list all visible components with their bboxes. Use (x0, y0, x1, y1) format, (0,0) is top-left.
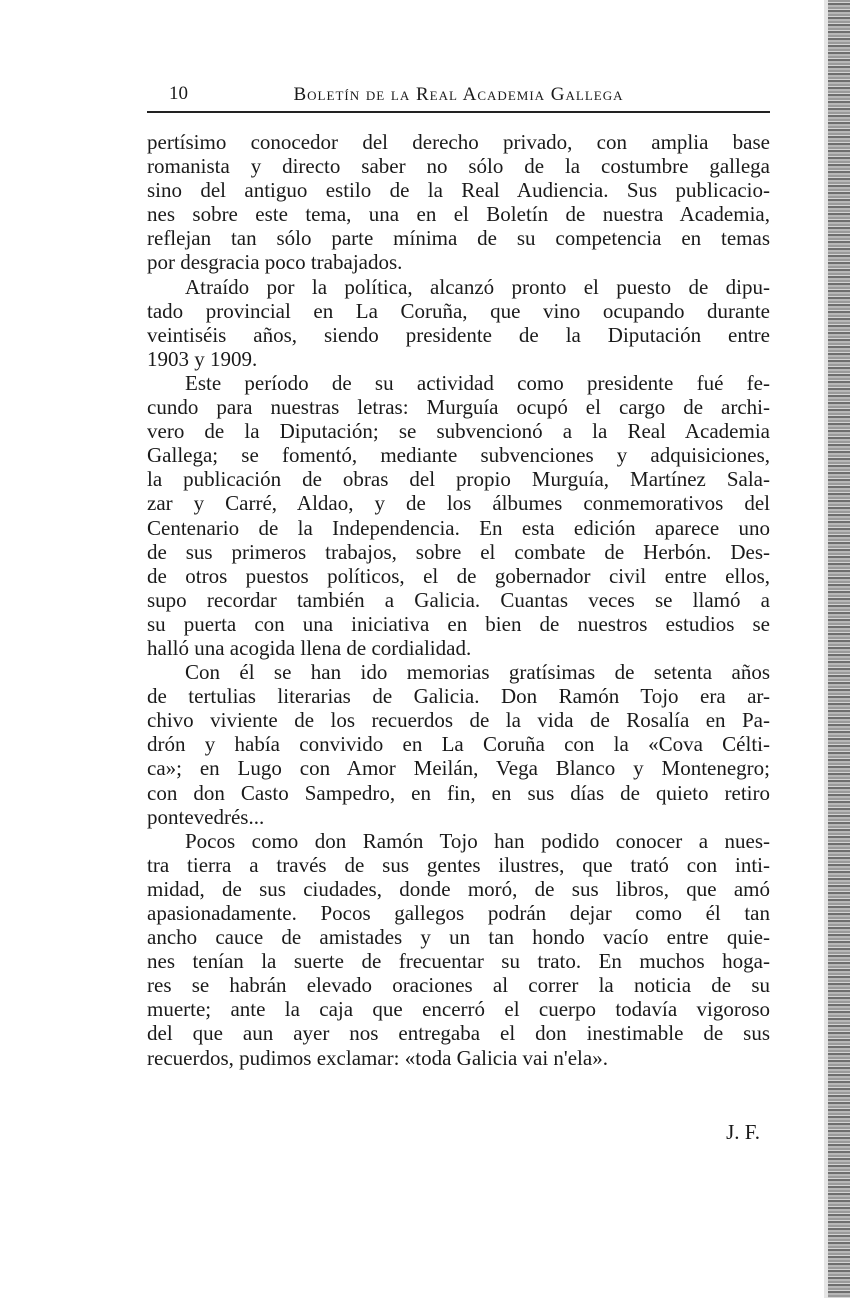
text-line: pontevedrés... (147, 804, 265, 829)
text-line: 1903 y 1909. (147, 346, 258, 371)
text-line: vero de la Diputación; se subvencionó a la Real Academia (147, 419, 770, 444)
text-line: ca»; en Lugo con Amor Meilán, Vega Blanco y Montenegro; (147, 756, 770, 781)
text-line: pertísimo conocedor del derecho privado, con amplia base (147, 130, 770, 154)
paragraph (147, 829, 770, 1070)
text-line: Con él se han ido memorias gratísimas de setenta años (185, 660, 770, 685)
text-line: sino del antiguo estilo de la Real Audiencia. Sus publicacio- (147, 178, 770, 203)
text-line: tado provincial en La Coruña, que vino ocupando durante (147, 298, 770, 323)
scan-edge (828, 0, 850, 1298)
signature: J. F. (726, 1120, 760, 1144)
text-line: apasionadamente. Pocos gallegos podrán dejar como él tan (147, 901, 770, 925)
text-line: tra tierra a través de sus gentes ilustres, que trató con inti- (147, 852, 770, 877)
paragraph (147, 130, 770, 275)
text-line: veintiséis años, siendo presidente de la Diputación entre (147, 322, 770, 347)
text-line: de sus primeros trabajos, sobre el combate de Herbón. Des- (147, 539, 770, 564)
text-line: nes tenían la suerte de frecuentar su trato. En muchos hoga- (147, 949, 770, 974)
text-line: de tertulias literarias de Galicia. Don Ramón Tojo era ar- (147, 684, 770, 709)
text-line: zar y Carré, Aldao, y de los álbumes conmemorativos del (147, 491, 770, 516)
text-line: la publicación de obras del propio Murguía, Martínez Sala- (147, 467, 770, 492)
running-title: Boletín de la Real Academia Gallega (293, 84, 624, 105)
text-line: Este período de su actividad como presidente fué fe- (185, 370, 770, 395)
text-line: Centenario de la Independencia. En esta edición aparece uno (147, 515, 770, 540)
text-line: ancho cauce de amistades y un tan hondo vacío entre quie- (147, 925, 770, 950)
page-number: 10 (169, 83, 188, 104)
text-line: drón y había convivido en La Coruña con la «Cova Célti- (147, 732, 770, 757)
text-line: Gallega; se fomentó, mediante subvenciones y adquisiciones, (147, 443, 770, 468)
text-line: de otros puestos políticos, el de gobernador civil entre ellos, (147, 563, 770, 588)
text-line: romanista y directo saber no sólo de la costumbre gallega (147, 154, 770, 179)
text-line: cundo para nuestras letras: Murguía ocupó el cargo de archi- (147, 395, 770, 420)
article-body (147, 130, 770, 1070)
text-line: supo recordar también a Galicia. Cuantas veces se llamó a (147, 587, 770, 612)
text-line: con don Casto Sampedro, en fin, en sus días de quieto retiro (147, 780, 770, 805)
text-line: midad, de sus ciudades, donde moró, de sus libros, que amó (147, 876, 770, 901)
text-line: su puerta con una iniciativa en bien de nuestros estudios se (147, 611, 770, 636)
text-line: muerte; ante la caja que encerró el cuerpo todavía vigoroso (147, 997, 770, 1022)
text-line: res se habrán elevado oraciones al correr la noticia de su (147, 973, 770, 998)
text-line: del que aun ayer nos entregaba el don inestimable de sus (147, 1021, 770, 1046)
text-line: recuerdos, pudimos exclamar: «toda Galicia vai n'ela». (147, 1045, 608, 1070)
text-line: Atraído por la política, alcanzó pronto el puesto de dipu- (185, 274, 770, 299)
paragraph (147, 660, 770, 829)
text-line: reflejan tan sólo parte mínima de su competencia en temas (147, 226, 770, 251)
text-line: chivo viviente de los recuerdos de la vida de Rosalía en Pa- (147, 708, 770, 733)
text-line: nes sobre este tema, una en el Boletín de nuestra Academia, (147, 202, 770, 227)
paragraph (147, 275, 770, 371)
text-line: por desgracia poco trabajados. (147, 250, 403, 275)
paragraph (147, 371, 770, 660)
text-line: Pocos como don Ramón Tojo han podido conocer a nues- (185, 828, 770, 853)
header-rule (147, 111, 770, 113)
page-header (147, 83, 770, 109)
text-line: halló una acogida llena de cordialidad. (147, 635, 472, 660)
